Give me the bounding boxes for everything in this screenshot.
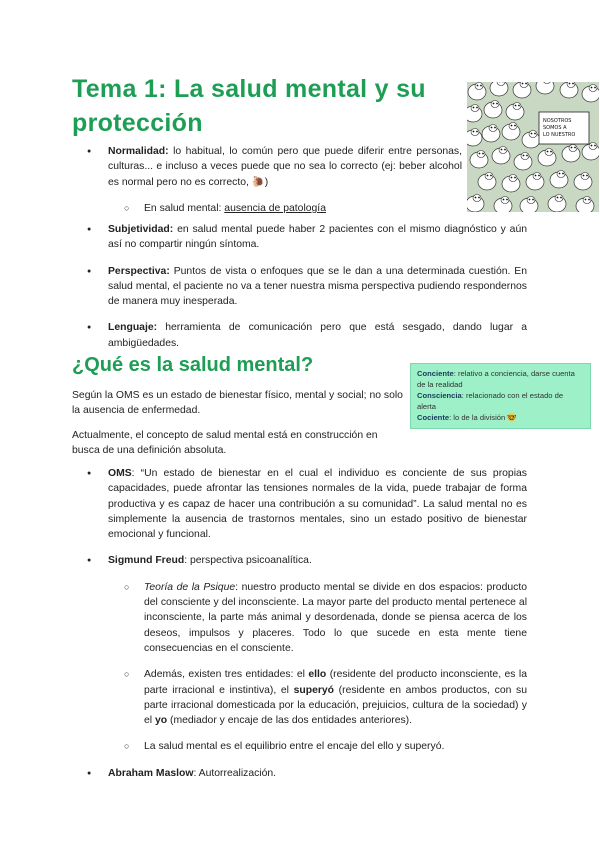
oms-definition-paragraph: Según la OMS es un estado de bienestar físico, mental y social; no solo la ausencia de enfermedad.	[72, 390, 403, 417]
sheep-head	[489, 125, 497, 132]
sheep-eye	[532, 199, 534, 201]
sheep-head	[557, 171, 565, 178]
list-item-maslow: ● Abraham Maslow: Autorrealización.	[72, 766, 527, 781]
sheep-eye	[473, 107, 475, 109]
freud-sublist	[108, 580, 527, 755]
term-normalidad: Normalidad:	[108, 146, 169, 157]
construction-paragraph: Actualmente, el concepto de salud mental está en construcción en busca de una definición absoluta.	[72, 430, 378, 457]
sheep-head	[475, 83, 483, 90]
list-item-subjetividad: ● Subjetividad: en salud mental puede haber 2 pacientes con el mismo diagnóstico y aún así no compartir ningún síntoma.	[72, 222, 527, 253]
sheep-head	[569, 145, 577, 152]
sheep-head	[589, 85, 597, 92]
sheep-eye	[490, 175, 492, 177]
sheep-head	[497, 82, 505, 86]
sheep-cartoon-drawing	[467, 82, 599, 212]
sheep-eye	[511, 177, 513, 179]
sheep-eye	[569, 83, 571, 85]
sheep-head	[485, 173, 493, 180]
sheep-head	[567, 82, 575, 88]
sheep-eye	[475, 197, 477, 199]
definitions-list-2	[72, 222, 527, 351]
sheep-head	[509, 123, 517, 130]
sheep-eye	[515, 105, 517, 107]
authors-list	[72, 466, 527, 781]
sheep-head	[527, 197, 535, 204]
sheep-eye	[557, 197, 559, 199]
sheep-eye	[560, 197, 562, 199]
sheep-head	[520, 82, 528, 88]
sheep-eye	[514, 125, 516, 127]
list-item-normalidad: ● Normalidad: lo habitual, lo común pero que puede diferir entre personas, culturas... e incluso a veces puede que no sea lo correcto (ej: beber alcohol es normal pero no es correcto, 🐌) ○ En salud mental: ausencia de patología	[72, 144, 462, 216]
sheep-eye	[529, 199, 531, 201]
sheep-eye	[571, 147, 573, 149]
sheep-eye	[591, 145, 593, 147]
normalidad-sublist	[108, 201, 462, 216]
list-item-perspectiva: ● Perspectiva: Puntos de vista o enfoques que se le dan a una determinada cuestión. En salud mental, el paciente no va a tener nuestra misma perspectiva pudiendo respondernos de manera muy inesperada.	[72, 264, 527, 310]
sheep-head	[501, 197, 509, 204]
note-line-consciencia: Consciencia: relacionado con el estado de alerta	[417, 391, 564, 411]
sheep-eye	[538, 175, 540, 177]
sheep-eye	[476, 107, 478, 109]
sheep-eye	[583, 175, 585, 177]
sheep-eye	[514, 177, 516, 179]
speech-sign	[539, 112, 589, 144]
sheep-eye	[479, 153, 481, 155]
note-line-cociente: Cociente: lo de la división 🤓	[417, 413, 517, 422]
sheep-eye	[476, 131, 478, 133]
sheep-eye	[534, 133, 536, 135]
sheep-eye	[494, 127, 496, 129]
sheep-eye	[511, 125, 513, 127]
sublist-item-entidades: ○ Además, existen tres entidades: el ello (residente del producto inconsciente, es la parte irracional e instintiva), el superyó (residente en ambos productos, con su parte irracional domesticada por la educación, prejuicios, cultura de la sociedad) y el yo (mediador y encaje de las dos entidades anteriores).	[108, 667, 527, 728]
sign-text-1: NOSOTROS	[543, 118, 572, 124]
vocabulary-note-box	[410, 363, 591, 429]
sheep-eye	[518, 105, 520, 107]
sheep-eye	[585, 199, 587, 201]
sheep-eye	[496, 103, 498, 105]
ausencia-patologia-link[interactable]: ausencia de patología	[224, 202, 326, 214]
sheep-eye	[588, 199, 590, 201]
sheep-eye	[526, 155, 528, 157]
sheep-head	[529, 131, 537, 138]
sheep-eye	[559, 173, 561, 175]
sign-text-2: SOMOS A	[543, 125, 567, 131]
sheep-head	[589, 143, 597, 150]
sheep-head	[509, 175, 517, 182]
sheep-head	[477, 151, 485, 158]
sheep-eye	[594, 87, 596, 89]
snail-emoji-icon: 🐌	[251, 176, 265, 188]
sublist-item-equilibrio: ○ La salud mental es el equilibrio entre el encaje del ello y superyó.	[108, 739, 527, 754]
sheep-eye	[547, 151, 549, 153]
sheep-eye	[482, 153, 484, 155]
sheep-head	[533, 173, 541, 180]
sublist-item-salud-mental: ○ En salud mental: ausencia de patología	[108, 201, 462, 216]
sheep-eye	[504, 149, 506, 151]
list-item-freud: ● Sigmund Freud: perspectiva psicoanalítica. ○ Teoría de la Psique: nuestro producto mental se divide en dos espacios: producto del consciente y del inconsciente. La mayor parte del producto mental pertenece al inconsciente, la parte más animal y desordenada, donde se piensa acerca de los deseos, impulsos y placeres. Todo lo que sucede en esta mente tiene consecuencias en el consciente. ○ Además, existen tres entidades: el ello (residente del producto inconsciente, es la parte irracional e instintiva), el superyó (residente en ambos productos, con su parte irracional domesticada por la educación, prejuicios, cultura de la sociedad) y el yo (mediador y encaje de las dos entidades anteriores). ○ La salud mental es el equilibrio entre el encaje del ello y superyó.	[72, 553, 527, 754]
sheep-eye	[493, 103, 495, 105]
sheep-eye	[591, 87, 593, 89]
sheep-head	[491, 101, 499, 108]
sheep-eye	[487, 175, 489, 177]
section-heading: ¿Qué es la salud mental?	[72, 354, 314, 376]
sheep-head	[545, 149, 553, 156]
list-item-oms: ● OMS: “Un estado de bienestar en el cual el individuo es conciente de sus propias capacidades, puede afrontar las tensiones normales de la vida, puede trabajar de forma productiva y es capaz de hacer una contribución a su comunidad”. La salud mental no es simplemente la ausencia de trastornos mentales, sino un estado positivo de bienestar emocional y funcional.	[72, 466, 527, 542]
note-line-conciente: Conciente: relativo a conciencia, darse cuenta de la realidad	[417, 369, 575, 389]
sheep-eye	[522, 83, 524, 85]
sheep-head	[471, 105, 479, 112]
sign-text-3: LO NUESTRO	[543, 132, 576, 138]
sheep-eye	[535, 175, 537, 177]
sheep-eye	[477, 85, 479, 87]
sheep-head	[521, 153, 529, 160]
sheep-eye	[473, 131, 475, 133]
sheep-eye	[562, 173, 564, 175]
sheep-head	[555, 195, 563, 202]
sheep-eye	[503, 199, 505, 201]
sheep-head	[581, 173, 589, 180]
sheep-eye	[531, 133, 533, 135]
sheep-eye	[594, 145, 596, 147]
definitions-list	[72, 144, 462, 216]
sheep-head	[471, 129, 479, 136]
sheep-eye	[491, 127, 493, 129]
sublist-item-psique: ○ Teoría de la Psique: nuestro producto mental se divide en dos espacios: producto del consciente y del inconsciente. La mayor parte del producto mental pertenece al inconsciente, la parte más animal y desordenada, donde se piensa acerca de los deseos, impulsos y placeres. Todo lo que sucede en esta mente tiene consecuencias en el consciente.	[108, 580, 527, 656]
sheep-eye	[574, 147, 576, 149]
sheep-eye	[523, 155, 525, 157]
list-item-lenguaje: ● Lenguaje: herramienta de comunicación pero que está sesgado, dando lugar a ambigüedades.	[72, 320, 527, 351]
sheep-eye	[478, 197, 480, 199]
sheep-cartoon-image	[467, 82, 599, 212]
sheep-eye	[550, 151, 552, 153]
sheep-eye	[572, 83, 574, 85]
sheep-head	[513, 103, 521, 110]
sheep-eye	[506, 199, 508, 201]
sheep-eye	[586, 175, 588, 177]
sheep-head	[473, 195, 481, 202]
sheep-eye	[501, 149, 503, 151]
sheep-eye	[480, 85, 482, 87]
sheep-head	[583, 197, 591, 204]
sheep-eye	[525, 83, 527, 85]
page-title: Tema 1: La salud mental y su protección	[72, 75, 426, 137]
sheep-head	[499, 147, 507, 154]
